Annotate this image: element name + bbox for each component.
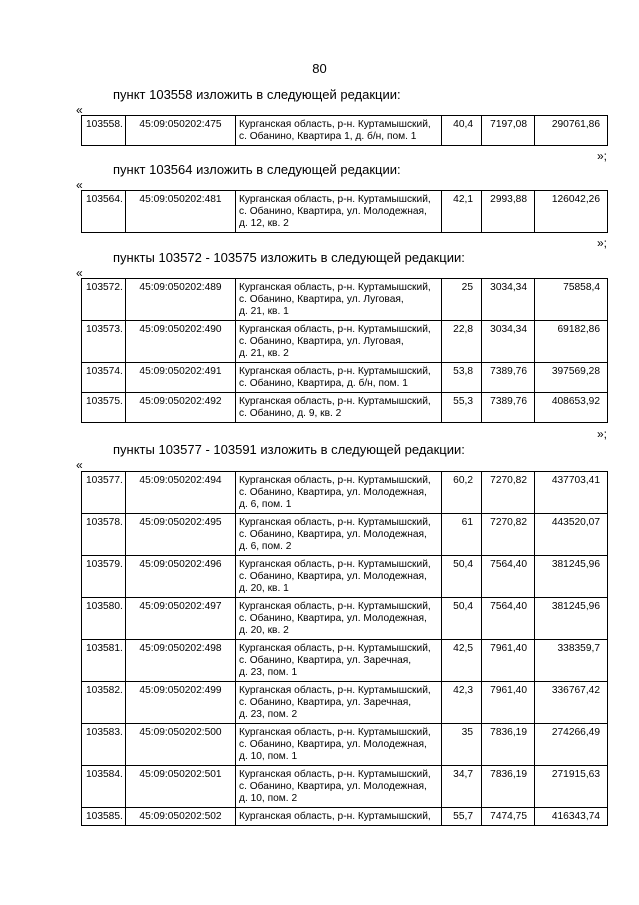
row-number: 103564. [82, 191, 126, 233]
address-line: с. Обанино, Квартира, ул. Луговая, [239, 336, 404, 347]
address-line: с. Обанино, д. 9, кв. 2 [239, 408, 342, 419]
area-value: 60,2 [442, 472, 482, 514]
table-row [82, 640, 608, 682]
address [236, 724, 442, 766]
address-line: д. 10, пом. 2 [239, 793, 298, 804]
price-per-unit: 7961,40 [482, 640, 535, 682]
address [236, 393, 442, 423]
cadastral-number: 45:09:050202:492 [126, 393, 236, 423]
row-number: 103583. [82, 724, 126, 766]
address-line: Курганская область, р-н. Куртамышский, [239, 517, 431, 528]
area-value: 40,4 [442, 116, 482, 146]
total-value: 274266,49 [535, 724, 608, 766]
address-line: д. 20, кв. 2 [239, 625, 289, 636]
address-line: с. Обанино, Квартира, ул. Луговая, [239, 294, 404, 305]
table-row [82, 514, 608, 556]
total-value: 437703,41 [535, 472, 608, 514]
price-per-unit: 3034,34 [482, 279, 535, 321]
address-line: Курганская область, р-н. Куртамышский, [239, 601, 431, 612]
price-per-unit: 7836,19 [482, 766, 535, 808]
area-value: 61 [442, 514, 482, 556]
address [236, 682, 442, 724]
address-line: Курганская область, р-н. Куртамышский, [239, 366, 431, 377]
total-value: 443520,07 [535, 514, 608, 556]
address-line: с. Обанино, Квартира, ул. Молодежная, [239, 206, 427, 217]
cadastral-number: 45:09:050202:502 [126, 808, 236, 826]
address-line: с. Обанино, Квартира, ул. Молодежная, [239, 487, 427, 498]
quote-open: « [76, 458, 83, 472]
section-table [81, 190, 608, 233]
address-line: Курганская область, р-н. Куртамышский, [239, 282, 431, 293]
cadastral-number: 45:09:050202:497 [126, 598, 236, 640]
quote-close: »; [597, 427, 608, 441]
address-line: д. 10, пом. 1 [239, 751, 298, 762]
price-per-unit: 7961,40 [482, 682, 535, 724]
address-line: Курганская область, р-н. Куртамышский, [239, 475, 431, 486]
cadastral-number: 45:09:050202:501 [126, 766, 236, 808]
address-line: Курганская область, р-н. Куртамышский, [239, 396, 431, 407]
cadastral-number: 45:09:050202:475 [126, 116, 236, 146]
cadastral-number: 45:09:050202:499 [126, 682, 236, 724]
address-line: д. 20, кв. 1 [239, 583, 289, 594]
row-number: 103574. [82, 363, 126, 393]
row-number: 103584. [82, 766, 126, 808]
section-heading: пункт 103564 изложить в следующей редакции: [113, 162, 401, 177]
address-line: Курганская область, р-н. Куртамышский, [239, 727, 431, 738]
address-line: Курганская область, р-н. Куртамышский, [239, 559, 431, 570]
cadastral-number: 45:09:050202:489 [126, 279, 236, 321]
quote-open: « [76, 266, 83, 280]
cadastral-number: 45:09:050202:494 [126, 472, 236, 514]
section-table [81, 115, 608, 146]
area-value: 53,8 [442, 363, 482, 393]
area-value: 34,7 [442, 766, 482, 808]
price-per-unit: 7270,82 [482, 514, 535, 556]
row-number: 103578. [82, 514, 126, 556]
table-row [82, 191, 608, 233]
address [236, 556, 442, 598]
area-value: 25 [442, 279, 482, 321]
section-heading: пункты 103572 - 103575 изложить в следующей редакции: [113, 250, 465, 265]
table-row [82, 682, 608, 724]
row-number: 103585. [82, 808, 126, 826]
address [236, 640, 442, 682]
table-row [82, 556, 608, 598]
section-heading: пункты 103577 - 103591 изложить в следующей редакции: [113, 442, 465, 457]
area-value: 22,8 [442, 321, 482, 363]
row-number: 103575. [82, 393, 126, 423]
address [236, 116, 442, 146]
address-line: Курганская область, р-н. Куртамышский, [239, 194, 431, 205]
cadastral-number: 45:09:050202:496 [126, 556, 236, 598]
total-value: 290761,86 [535, 116, 608, 146]
section-heading: пункт 103558 изложить в следующей редакции: [113, 87, 401, 102]
address-line: с. Обанино, Квартира 1, д. б/н, пом. 1 [239, 131, 417, 142]
table-row [82, 724, 608, 766]
cadastral-number: 45:09:050202:498 [126, 640, 236, 682]
total-value: 381245,96 [535, 598, 608, 640]
section-table [81, 278, 608, 423]
row-number: 103579. [82, 556, 126, 598]
total-value: 69182,86 [535, 321, 608, 363]
cadastral-number: 45:09:050202:500 [126, 724, 236, 766]
page-number: 80 [312, 61, 327, 76]
total-value: 75858,4 [535, 279, 608, 321]
table-row [82, 116, 608, 146]
total-value: 338359,7 [535, 640, 608, 682]
total-value: 381245,96 [535, 556, 608, 598]
address [236, 808, 442, 826]
area-value: 42,3 [442, 682, 482, 724]
area-value: 50,4 [442, 556, 482, 598]
row-number: 103573. [82, 321, 126, 363]
address-line: с. Обанино, Квартира, д. б/н, пом. 1 [239, 378, 408, 389]
address-line: д. 21, кв. 2 [239, 348, 289, 359]
price-per-unit: 2993,88 [482, 191, 535, 233]
area-value: 55,7 [442, 808, 482, 826]
price-per-unit: 7197,08 [482, 116, 535, 146]
address [236, 191, 442, 233]
total-value: 397569,28 [535, 363, 608, 393]
area-value: 50,4 [442, 598, 482, 640]
address-line: Курганская область, р-н. Куртамышский, [239, 324, 431, 335]
table-row [82, 363, 608, 393]
total-value: 271915,63 [535, 766, 608, 808]
address-line: д. 12, кв. 2 [239, 218, 289, 229]
address-line: Курганская область, р-н. Куртамышский, [239, 119, 431, 130]
table-row [82, 321, 608, 363]
address-line: Курганская область, р-н. Куртамышский, [239, 769, 431, 780]
table-row [82, 808, 608, 826]
address-line: д. 23, пом. 1 [239, 667, 298, 678]
price-per-unit: 7389,76 [482, 363, 535, 393]
address-line: с. Обанино, Квартира, ул. Заречная, [239, 655, 412, 666]
cadastral-number: 45:09:050202:491 [126, 363, 236, 393]
table-row [82, 279, 608, 321]
quote-close: »; [597, 149, 608, 163]
address-line: с. Обанино, Квартира, ул. Заречная, [239, 697, 412, 708]
table-row [82, 598, 608, 640]
total-value: 416343,74 [535, 808, 608, 826]
address-line: д. 21, кв. 1 [239, 306, 289, 317]
address-line: с. Обанино, Квартира, ул. Молодежная, [239, 613, 427, 624]
price-per-unit: 7474,75 [482, 808, 535, 826]
address [236, 321, 442, 363]
address-line: с. Обанино, Квартира, ул. Молодежная, [239, 529, 427, 540]
price-per-unit: 7270,82 [482, 472, 535, 514]
price-per-unit: 7564,40 [482, 556, 535, 598]
quote-open: « [76, 103, 83, 117]
address-line: Курганская область, р-н. Куртамышский, [239, 643, 431, 654]
area-value: 42,5 [442, 640, 482, 682]
cadastral-number: 45:09:050202:490 [126, 321, 236, 363]
cadastral-number: 45:09:050202:481 [126, 191, 236, 233]
area-value: 35 [442, 724, 482, 766]
address [236, 514, 442, 556]
row-number: 103577. [82, 472, 126, 514]
table-row [82, 393, 608, 423]
address [236, 766, 442, 808]
cadastral-number: 45:09:050202:495 [126, 514, 236, 556]
total-value: 126042,26 [535, 191, 608, 233]
address-line: Курганская область, р-н. Куртамышский, [239, 685, 431, 696]
area-value: 55,3 [442, 393, 482, 423]
address-line: с. Обанино, Квартира, ул. Молодежная, [239, 571, 427, 582]
address [236, 363, 442, 393]
address [236, 279, 442, 321]
row-number: 103558. [82, 116, 126, 146]
area-value: 42,1 [442, 191, 482, 233]
quote-close: »; [597, 236, 608, 250]
price-per-unit: 7836,19 [482, 724, 535, 766]
price-per-unit: 7564,40 [482, 598, 535, 640]
address [236, 598, 442, 640]
price-per-unit: 3034,34 [482, 321, 535, 363]
address-line: д. 23, пом. 2 [239, 709, 298, 720]
section-table [81, 471, 608, 826]
address-line: д. 6, пом. 2 [239, 541, 292, 552]
total-value: 336767,42 [535, 682, 608, 724]
price-per-unit: 7389,76 [482, 393, 535, 423]
total-value: 408653,92 [535, 393, 608, 423]
row-number: 103581. [82, 640, 126, 682]
row-number: 103582. [82, 682, 126, 724]
table-row [82, 472, 608, 514]
address-line: с. Обанино, Квартира, ул. Молодежная, [239, 739, 427, 750]
address [236, 472, 442, 514]
row-number: 103572. [82, 279, 126, 321]
address-line: Курганская область, р-н. Куртамышский, [239, 811, 431, 822]
table-row [82, 766, 608, 808]
address-line: д. 6, пом. 1 [239, 499, 292, 510]
row-number: 103580. [82, 598, 126, 640]
quote-open: « [76, 178, 83, 192]
address-line: с. Обанино, Квартира, ул. Молодежная, [239, 781, 427, 792]
